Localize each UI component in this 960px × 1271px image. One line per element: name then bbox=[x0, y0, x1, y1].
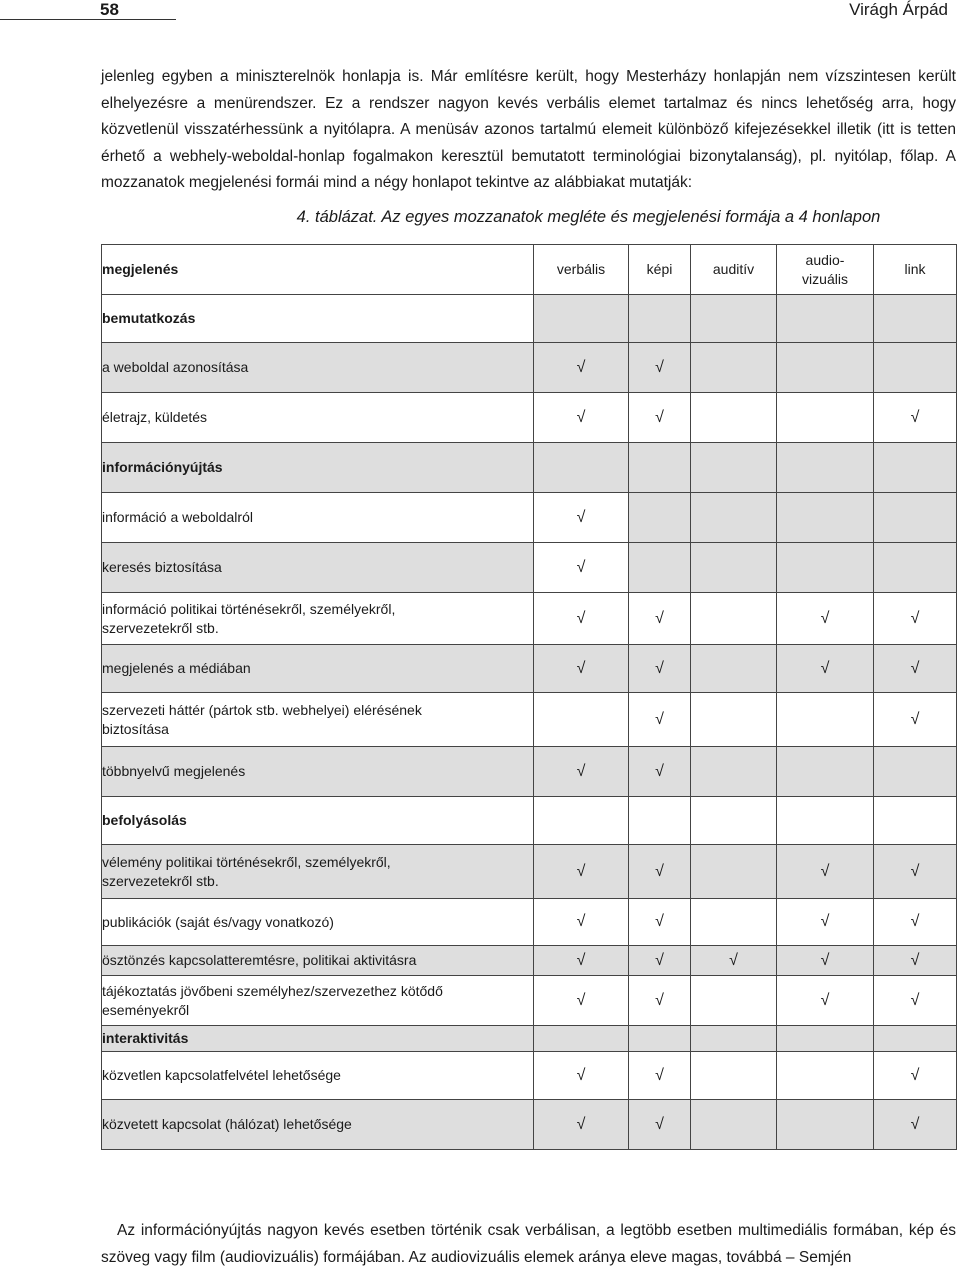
mark-kepi: √ bbox=[629, 899, 691, 946]
mark-link bbox=[874, 343, 957, 393]
mark-auditiv bbox=[691, 593, 777, 645]
table-row bbox=[102, 747, 957, 797]
mark-kepi bbox=[629, 797, 691, 845]
page-header bbox=[0, 0, 960, 24]
mark-kepi: √ bbox=[629, 1052, 691, 1100]
header-link: link bbox=[874, 245, 957, 295]
mark-kepi: √ bbox=[629, 645, 691, 693]
mark-audiovizualis bbox=[777, 343, 874, 393]
mark-link: √ bbox=[874, 845, 957, 899]
mark-link: √ bbox=[874, 976, 957, 1026]
table-row bbox=[102, 976, 957, 1026]
mark-link: √ bbox=[874, 645, 957, 693]
mark-verbalis: √ bbox=[534, 493, 629, 543]
mark-audiovizualis bbox=[777, 1052, 874, 1100]
mark-audiovizualis: √ bbox=[777, 946, 874, 976]
mark-kepi bbox=[629, 1026, 691, 1052]
table-caption-label: 4. táblázat. bbox=[296, 208, 378, 226]
mark-audiovizualis: √ bbox=[777, 593, 874, 645]
mark-link: √ bbox=[874, 393, 957, 443]
row-label: információnyújtás bbox=[102, 443, 534, 493]
mark-link bbox=[874, 747, 957, 797]
table-row bbox=[102, 946, 957, 976]
mark-auditiv bbox=[691, 1100, 777, 1150]
table-row bbox=[102, 845, 957, 899]
table-row bbox=[102, 543, 957, 593]
mark-link: √ bbox=[874, 593, 957, 645]
mark-audiovizualis bbox=[777, 493, 874, 543]
mark-audiovizualis bbox=[777, 543, 874, 593]
mark-verbalis: √ bbox=[534, 976, 629, 1026]
mark-auditiv bbox=[691, 343, 777, 393]
row-label bbox=[102, 693, 534, 747]
table-caption-text: Az egyes mozzanatok megléte és megjelenési formája a 4 honlapon bbox=[381, 208, 881, 226]
mark-kepi: √ bbox=[629, 747, 691, 797]
mark-audiovizualis: √ bbox=[777, 845, 874, 899]
row-label-line2: eseményekről bbox=[102, 1001, 190, 1018]
mark-kepi bbox=[629, 493, 691, 543]
mark-verbalis bbox=[534, 1026, 629, 1052]
row-label: befolyásolás bbox=[102, 797, 534, 845]
table-caption bbox=[101, 208, 956, 227]
row-label-line1: vélemény politikai történésekről, személyekről, bbox=[102, 853, 391, 870]
mark-verbalis: √ bbox=[534, 543, 629, 593]
row-label bbox=[102, 976, 534, 1026]
row-label: bemutatkozás bbox=[102, 295, 534, 343]
row-label: a weboldal azonosítása bbox=[102, 343, 534, 393]
mark-verbalis: √ bbox=[534, 343, 629, 393]
mark-kepi: √ bbox=[629, 693, 691, 747]
table-row bbox=[102, 899, 957, 946]
mark-link bbox=[874, 295, 957, 343]
mark-verbalis: √ bbox=[534, 899, 629, 946]
mark-auditiv bbox=[691, 493, 777, 543]
row-label bbox=[102, 845, 534, 899]
mark-kepi: √ bbox=[629, 845, 691, 899]
mark-auditiv bbox=[691, 1026, 777, 1052]
mark-kepi bbox=[629, 443, 691, 493]
mark-link: √ bbox=[874, 1100, 957, 1150]
mark-kepi: √ bbox=[629, 393, 691, 443]
table-row bbox=[102, 1026, 957, 1052]
mark-link bbox=[874, 493, 957, 543]
mark-auditiv bbox=[691, 295, 777, 343]
mark-auditiv bbox=[691, 693, 777, 747]
mark-link: √ bbox=[874, 899, 957, 946]
table-row bbox=[102, 443, 957, 493]
mark-auditiv bbox=[691, 443, 777, 493]
table-row bbox=[102, 343, 957, 393]
page-number: 58 bbox=[100, 0, 119, 19]
mark-audiovizualis: √ bbox=[777, 899, 874, 946]
header-audiovizualis bbox=[777, 245, 874, 295]
header-audio-line2: vizuális bbox=[802, 270, 848, 287]
mark-audiovizualis bbox=[777, 443, 874, 493]
mark-audiovizualis bbox=[777, 797, 874, 845]
mark-kepi: √ bbox=[629, 593, 691, 645]
mark-auditiv bbox=[691, 747, 777, 797]
mark-verbalis: √ bbox=[534, 393, 629, 443]
header-verbalis: verbális bbox=[534, 245, 629, 295]
table-row bbox=[102, 645, 957, 693]
mark-audiovizualis: √ bbox=[777, 645, 874, 693]
table-row bbox=[102, 693, 957, 747]
intro-paragraph: jelenleg egyben a miniszterelnök honlapja is. Már említésre került, hogy Mesterházy honlapján nem vízszintesen került elhelyezésre a menürendszer. Ez a rendszer nagyon kevés verbális elemet tartalmaz és nincs lehetőség arra, hogy közvetlenül visszatérhessünk a nyitólapra. A menüsáv azonos tartalmú elemeit különböző kifejezésekkel illetik (itt is tetten érhető a webhely-weboldal-honlap fogalmakon keresztül bemutatott terminológiai bizonytalanság), pl. nyitólap, főlap. A mozzanatok megjelenési formái mind a négy honlapot tekintve az alábbiakat mutatják: bbox=[101, 68, 956, 191]
table-row bbox=[102, 1100, 957, 1150]
row-label-line1: információ politikai történésekről, személyekről, bbox=[102, 600, 396, 617]
mark-kepi bbox=[629, 543, 691, 593]
row-label-line2: szervezetekről stb. bbox=[102, 619, 219, 636]
row-label bbox=[102, 593, 534, 645]
mark-audiovizualis bbox=[777, 393, 874, 443]
mark-kepi: √ bbox=[629, 1100, 691, 1150]
table-row bbox=[102, 797, 957, 845]
header-auditiv: auditív bbox=[691, 245, 777, 295]
presence-table bbox=[101, 244, 957, 1150]
mark-auditiv bbox=[691, 899, 777, 946]
row-label: ösztönzés kapcsolatteremtésre, politikai aktivitásra bbox=[102, 946, 534, 976]
row-label-line2: szervezetekről stb. bbox=[102, 872, 219, 889]
mark-auditiv bbox=[691, 1052, 777, 1100]
mark-audiovizualis bbox=[777, 693, 874, 747]
row-label-line1: tájékoztatás jövőbeni személyhez/szervezethez kötődő bbox=[102, 982, 443, 999]
mark-kepi: √ bbox=[629, 343, 691, 393]
header-rule bbox=[0, 19, 176, 20]
row-label: publikációk (saját és/vagy vonatkozó) bbox=[102, 899, 534, 946]
row-label: közvetlen kapcsolatfelvétel lehetősége bbox=[102, 1052, 534, 1100]
row-label: életrajz, küldetés bbox=[102, 393, 534, 443]
mark-auditiv bbox=[691, 845, 777, 899]
row-label: keresés biztosítása bbox=[102, 543, 534, 593]
mark-link: √ bbox=[874, 946, 957, 976]
mark-kepi: √ bbox=[629, 976, 691, 1026]
mark-link bbox=[874, 797, 957, 845]
mark-audiovizualis bbox=[777, 1026, 874, 1052]
mark-verbalis: √ bbox=[534, 946, 629, 976]
mark-verbalis: √ bbox=[534, 593, 629, 645]
mark-link: √ bbox=[874, 693, 957, 747]
table-row bbox=[102, 1052, 957, 1100]
table-row bbox=[102, 593, 957, 645]
table-row bbox=[102, 393, 957, 443]
mark-verbalis: √ bbox=[534, 845, 629, 899]
row-label-line2: biztosítása bbox=[102, 720, 169, 737]
table-row bbox=[102, 295, 957, 343]
mark-link bbox=[874, 543, 957, 593]
row-label: többnyelvű megjelenés bbox=[102, 747, 534, 797]
mark-verbalis bbox=[534, 797, 629, 845]
row-label-line1: szervezeti háttér (pártok stb. webhelyei) elérésének bbox=[102, 701, 422, 718]
mark-verbalis: √ bbox=[534, 747, 629, 797]
row-label: információ a weboldalról bbox=[102, 493, 534, 543]
row-label: interaktivitás bbox=[102, 1026, 534, 1052]
mark-audiovizualis bbox=[777, 295, 874, 343]
mark-link bbox=[874, 443, 957, 493]
mark-auditiv bbox=[691, 393, 777, 443]
row-label: megjelenés a médiában bbox=[102, 645, 534, 693]
row-label: közvetett kapcsolat (hálózat) lehetősége bbox=[102, 1100, 534, 1150]
mark-verbalis bbox=[534, 443, 629, 493]
table-row bbox=[102, 493, 957, 543]
header-megjelenes: megjelenés bbox=[102, 245, 534, 295]
mark-auditiv bbox=[691, 645, 777, 693]
mark-auditiv bbox=[691, 543, 777, 593]
mark-link bbox=[874, 1026, 957, 1052]
mark-verbalis: √ bbox=[534, 1100, 629, 1150]
header-audio-line1: audio- bbox=[805, 251, 845, 268]
mark-auditiv bbox=[691, 797, 777, 845]
mark-audiovizualis bbox=[777, 1100, 874, 1150]
mark-auditiv: √ bbox=[691, 946, 777, 976]
mark-auditiv bbox=[691, 976, 777, 1026]
mark-verbalis: √ bbox=[534, 645, 629, 693]
table-header-row bbox=[102, 245, 957, 295]
mark-verbalis: √ bbox=[534, 1052, 629, 1100]
mark-audiovizualis: √ bbox=[777, 976, 874, 1026]
mark-kepi bbox=[629, 295, 691, 343]
mark-link: √ bbox=[874, 1052, 957, 1100]
mark-audiovizualis bbox=[777, 747, 874, 797]
running-author: Virágh Árpád bbox=[849, 0, 948, 19]
mark-verbalis bbox=[534, 693, 629, 747]
header-kepi: képi bbox=[629, 245, 691, 295]
closing-paragraph: Az információnyújtás nagyon kevés esetben történik csak verbálisan, a legtöbb esetben multimediális formában, kép és szöveg vagy film (audiovizuális) formájában. Az audiovizuális elemek aránya eleve magas, továbbá – Semjén bbox=[101, 1222, 956, 1266]
mark-kepi: √ bbox=[629, 946, 691, 976]
mark-verbalis bbox=[534, 295, 629, 343]
